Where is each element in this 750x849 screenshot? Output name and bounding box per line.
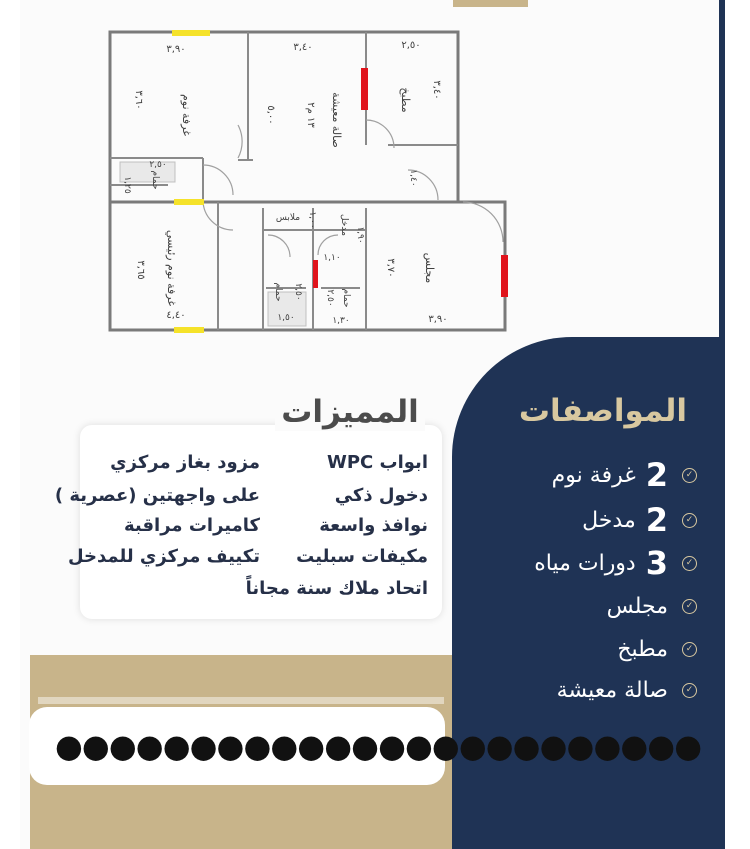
window-marker xyxy=(174,199,204,205)
plan-dim-bedroom-h: ٣,٩٠ xyxy=(166,44,186,55)
plan-dim-living-v: ٥,٠٠ xyxy=(265,105,276,125)
plan-dim-bath1-h: ٢,٥٠ xyxy=(149,160,167,170)
door-marker xyxy=(313,260,318,288)
plan-dim-majlis-v: ٣,٧٠ xyxy=(385,258,396,278)
feature-item: نوافذ واسعة xyxy=(319,515,428,536)
door-marker xyxy=(361,68,368,110)
plan-dim-master-h: ٤,٤٠ xyxy=(166,310,186,321)
spec-item-majlis xyxy=(607,591,697,621)
plan-room-master: غرفة نوم رئيسي xyxy=(165,229,178,307)
spec-item-living xyxy=(557,675,697,705)
plan-room-closet: ملابس xyxy=(275,213,301,223)
specs-panel xyxy=(452,337,725,849)
plan-dim-living-h: ٣,٤٠ xyxy=(293,42,313,53)
check-circle-icon: ✓ xyxy=(682,642,697,657)
check-circle-icon: ✓ xyxy=(682,468,697,483)
plan-room-majlis: مجلس xyxy=(423,252,436,284)
masked-contact-text: ●●●●●●●●●●●●●●●●●●●●●●●● xyxy=(55,727,702,765)
feature-item: تكييف مركزي للمدخل xyxy=(67,546,260,567)
plan-dim-majlis-h: ٣,٩٠ xyxy=(428,314,448,325)
plan-dim-bedroom-v: ٣,٦٠ xyxy=(133,90,144,110)
plan-room-bath1: حمام xyxy=(150,170,160,190)
plan-dim-closet: ١,٠٠ xyxy=(307,211,317,229)
check-circle-icon: ✓ xyxy=(682,513,697,528)
plan-dim-master-v: ٣,٦٥ xyxy=(135,260,146,280)
contact-box xyxy=(29,707,702,785)
plan-dim-bath2-h: ١,٥٠ xyxy=(277,313,295,323)
plan-dim-bath3-h: ١,٣٠ xyxy=(332,316,350,326)
plan-dim-bath2-v: ٢,٥٠ xyxy=(293,283,303,301)
spec-label: مطبخ xyxy=(617,636,668,662)
plan-dim-entrance-v: ١,١٠ xyxy=(323,253,341,263)
top-accent-bar xyxy=(453,0,528,7)
spec-item-entrances xyxy=(582,501,697,539)
plan-room-bath3: حمام xyxy=(341,288,351,308)
plan-room-entrance: مدخل xyxy=(339,214,349,236)
feature-item: كاميرات مراقبة xyxy=(123,515,260,536)
feature-item: على واجهتين (عصرية ) xyxy=(54,485,260,506)
spec-label: صالة معيشة xyxy=(556,677,668,703)
spec-item-bedrooms xyxy=(551,456,697,494)
plan-room-bath2: حمام xyxy=(273,282,283,302)
spec-item-bathrooms xyxy=(534,544,697,582)
feature-item: مزود بغاز مركزي xyxy=(110,452,260,473)
spec-number: 2 xyxy=(645,501,668,539)
plan-dim-entrance-h: ١,٩٠ xyxy=(355,226,365,244)
plan-room-bedroom: غرفة نوم xyxy=(180,93,193,137)
spec-item-kitchen xyxy=(617,634,697,664)
plan-dim-kitchen-v: ٣,٤٠ xyxy=(431,80,442,100)
spec-label: غرفة نوم xyxy=(551,462,636,488)
spec-label: مجلس xyxy=(606,593,668,619)
check-circle-icon: ✓ xyxy=(682,599,697,614)
feature-item: ابواب WPC xyxy=(326,452,428,473)
spec-number: 2 xyxy=(645,456,668,494)
feature-item: مكيفات سبليت xyxy=(296,546,428,567)
features-title: المميزات xyxy=(275,393,425,431)
spec-label: دورات مياه xyxy=(534,550,636,576)
door-marker xyxy=(501,255,508,297)
floor-plan xyxy=(108,30,513,335)
check-circle-icon: ✓ xyxy=(682,683,697,698)
plan-room-kitchen: مطبخ xyxy=(399,87,412,113)
plan-room-living: صالة معيشة xyxy=(330,92,343,148)
plan-misc-label: ١,٤٠ xyxy=(408,169,418,187)
check-circle-icon: ✓ xyxy=(682,556,697,571)
floor-plan-svg xyxy=(108,30,513,335)
plan-room-living-area: ١٣ م٢ xyxy=(305,102,316,128)
feature-item: دخول ذكي xyxy=(334,485,428,506)
window-marker xyxy=(174,327,204,333)
spec-label: مدخل xyxy=(582,507,636,533)
contact-band-stripe xyxy=(38,697,444,704)
plan-dim-bath1-v: ١,٢٥ xyxy=(122,176,132,194)
window-marker xyxy=(172,30,210,36)
spec-number: 3 xyxy=(645,544,668,582)
plan-dim-kitchen-h: ٢,٥٠ xyxy=(401,40,421,51)
specs-title: المواصفات xyxy=(518,393,687,429)
plan-dim-bath3-v: ٢,٥٠ xyxy=(325,289,335,307)
feature-item: اتحاد ملاك سنة مجاناً xyxy=(245,578,428,599)
